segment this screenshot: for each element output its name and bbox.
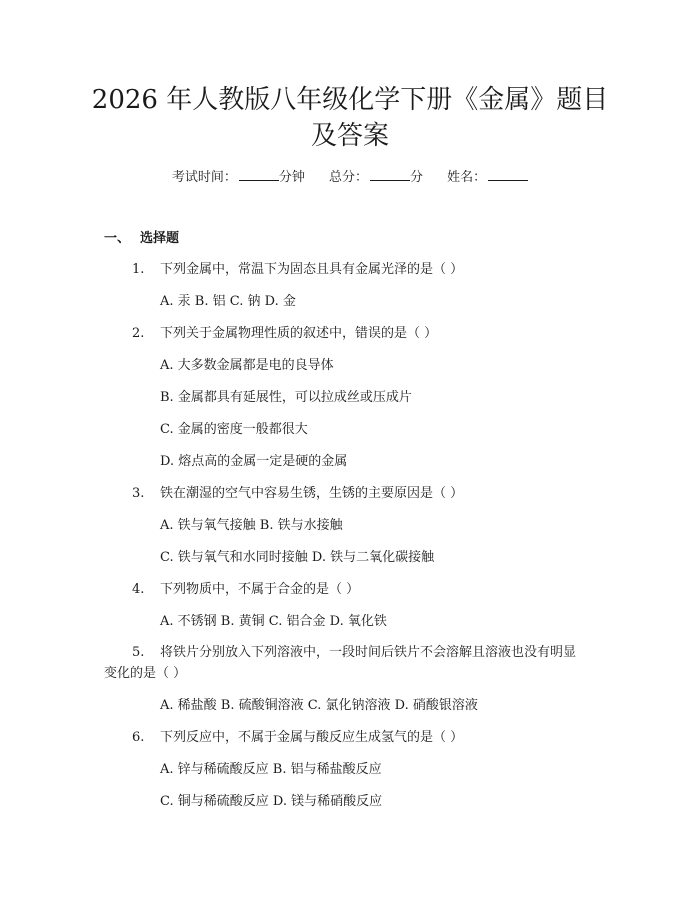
name-blank: [488, 168, 528, 181]
document-title: [80, 82, 620, 154]
question-text: 将铁片分别放入下列溶液中，一段时间后铁片不会溶解且溶液也没有明显: [160, 645, 577, 660]
question-5-continued: 变化的是（ ）: [104, 666, 187, 681]
question-text: 下列金属中，常温下为固态且具有金属光泽的是（ ）: [160, 262, 464, 277]
exam-name: [447, 170, 528, 185]
score-blank: [370, 168, 410, 181]
question-2-option-b: B. 金属都具有延展性，可以拉成丝或压成片: [160, 390, 412, 405]
question-2-option-d: D. 熔点高的金属一定是硬的金属: [160, 454, 348, 469]
question-2-option-a: A. 大多数金属都是电的良导体: [160, 358, 334, 373]
question-6-options-cd: C. 铜与稀硫酸反应 D. 镁与稀硝酸反应: [160, 794, 383, 809]
score-label: 总分：: [328, 170, 368, 185]
question-text: 下列物质中，不属于合金的是（ ）: [160, 582, 360, 597]
question-number: 2.: [132, 326, 145, 341]
title-line-2: 及答案: [310, 121, 389, 151]
question-6: [132, 729, 463, 747]
question-text: 铁在潮湿的空气中容易生锈，生锈的主要原因是（ ）: [160, 486, 464, 501]
question-1: [132, 261, 463, 279]
question-number: 6.: [132, 730, 145, 745]
title-line-1: 2026 年人教版八年级化学下册《金属》题目: [91, 85, 609, 115]
question-text: 下列关于金属物理性质的叙述中，错误的是（ ）: [160, 326, 438, 341]
time-label: 考试时间：: [171, 170, 237, 185]
time-unit: 分钟: [278, 170, 305, 185]
question-3-options-ab: A. 铁与氧气接触 B. 铁与水接触: [160, 518, 343, 533]
question-5: [132, 644, 576, 662]
section-title: 选择题: [140, 231, 180, 246]
question-3: [132, 485, 463, 503]
question-text: 下列反应中，不属于金属与酸反应生成氢气的是（ ）: [160, 730, 464, 745]
question-6-options-ab: A. 锌与稀硫酸反应 B. 铝与稀盐酸反应: [160, 762, 382, 777]
section-heading: [104, 230, 179, 248]
question-number: 4.: [132, 582, 145, 597]
section-number: 一、: [104, 231, 131, 246]
question-5-options: A. 稀盐酸 B. 硫酸铜溶液 C. 氯化钠溶液 D. 硝酸银溶液: [160, 698, 478, 713]
question-1-options: A. 汞 B. 铝 C. 钠 D. 金: [160, 294, 296, 309]
question-number: 5.: [132, 645, 145, 660]
question-number: 1.: [132, 262, 145, 277]
question-2-option-c: C. 金属的密度一般都很大: [160, 422, 308, 437]
question-number: 3.: [132, 486, 145, 501]
time-blank: [239, 168, 279, 181]
name-label: 姓名：: [447, 170, 487, 185]
question-3-options-cd: C. 铁与氧气和水同时接触 D. 铁与二氧化碳接触: [160, 550, 435, 565]
exam-time: [172, 170, 309, 185]
question-4-options: A. 不锈钢 B. 黄铜 C. 铝合金 D. 氧化铁: [160, 614, 387, 629]
question-2: [132, 325, 437, 343]
exam-score: [329, 170, 427, 185]
score-unit: 分: [410, 170, 424, 185]
exam-meta: [0, 168, 700, 188]
question-4: [132, 581, 359, 599]
